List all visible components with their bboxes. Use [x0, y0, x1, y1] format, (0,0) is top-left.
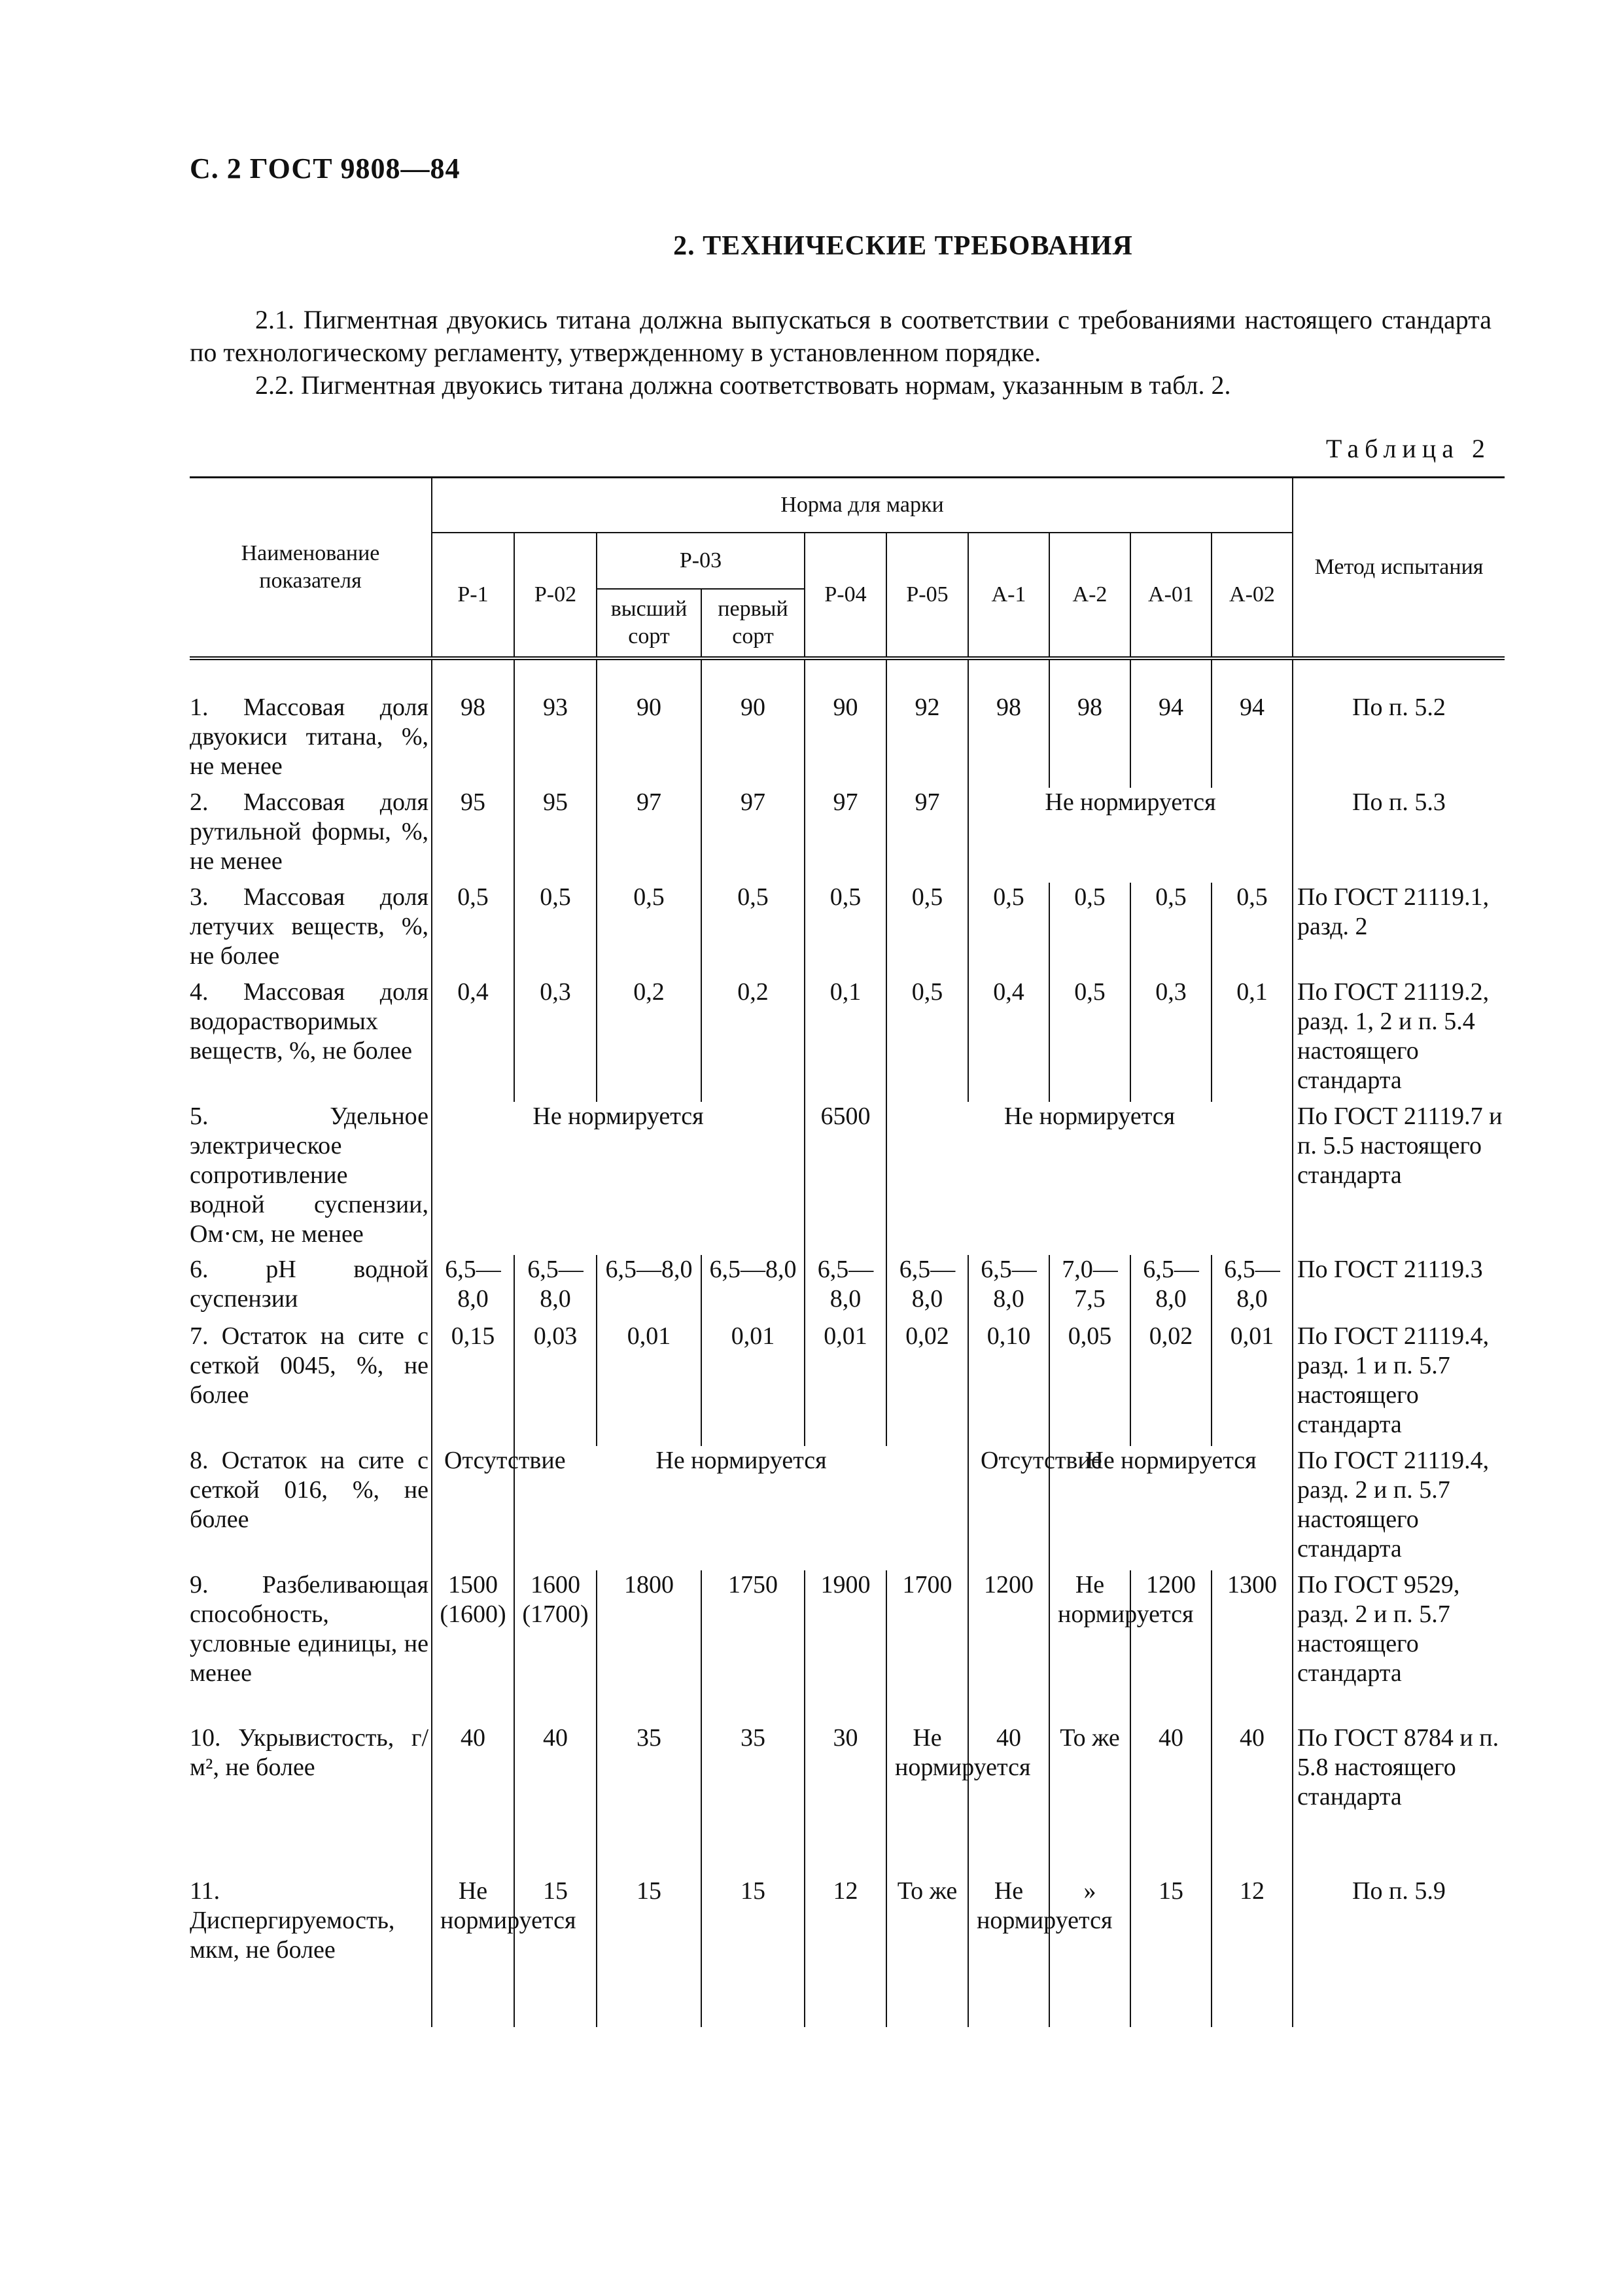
- row-value: 97: [886, 788, 968, 883]
- row-value: 97: [701, 788, 805, 883]
- header-sub-grade: первый сорт: [701, 589, 805, 658]
- row-value: 6500: [805, 1102, 886, 1255]
- row-value: 6,5—8,0: [1130, 1255, 1212, 1322]
- row-value: 95: [514, 788, 597, 883]
- requirements-table: [190, 476, 1505, 2027]
- row-value: 40: [514, 1723, 597, 1877]
- row-method: По ГОСТ 21119.1, разд. 2: [1293, 883, 1505, 978]
- row-value: 0,5: [432, 883, 514, 978]
- row-value: 93: [514, 693, 597, 788]
- row-name: 5. Удельное электрическое сопротивление водной суспензии, Ом·см, не менее: [190, 1102, 432, 1255]
- row-value: 0,02: [886, 1322, 968, 1446]
- table-row: [190, 1446, 1505, 1570]
- row-value: 90: [701, 693, 805, 788]
- table-row: [190, 1877, 1505, 2027]
- row-value: 0,3: [514, 978, 597, 1102]
- row-value: 0,5: [886, 883, 968, 978]
- row-value: 94: [1130, 693, 1212, 788]
- row-value: 0,2: [597, 978, 701, 1102]
- row-value: 92: [886, 693, 968, 788]
- row-value: 0,01: [701, 1322, 805, 1446]
- row-value: Не нормируется: [886, 1723, 968, 1877]
- row-value: 6,5—8,0: [701, 1255, 805, 1322]
- row-name: 6. pH водной суспензии: [190, 1255, 432, 1322]
- header-sub-grade: высший сорт: [597, 589, 701, 658]
- row-method: По п. 5.3: [1293, 788, 1505, 883]
- row-value: 0,5: [701, 883, 805, 978]
- header-mark: А-02: [1212, 533, 1293, 658]
- row-method: По ГОСТ 21119.4, разд. 1 и п. 5.7 настоящего стандарта: [1293, 1322, 1505, 1446]
- row-value: 97: [597, 788, 701, 883]
- table-row: [190, 1255, 1505, 1322]
- row-value: 0,15: [432, 1322, 514, 1446]
- table-row: [190, 978, 1505, 1102]
- row-value: 98: [1049, 693, 1130, 788]
- row-value: 15: [597, 1877, 701, 2027]
- header-mark: А-1: [968, 533, 1049, 658]
- row-value: 0,01: [597, 1322, 701, 1446]
- paragraph-text: 2.1. Пигментная двуокись титана должна выпускаться в соответствии с требованиями настоящего стандарта по технологическому регламенту, утвержденному в установленном порядке.: [190, 305, 1492, 367]
- section-title: 2. ТЕХНИЧЕСКИЕ ТРЕБОВАНИЯ: [673, 231, 1133, 261]
- row-value: 0,5: [1130, 883, 1212, 978]
- row-span-text: Не нормируется: [432, 1102, 805, 1255]
- row-method: По ГОСТ 21119.4, разд. 2 и п. 5.7 настоящего стандарта: [1293, 1446, 1505, 1570]
- header-mark: А-01: [1130, 533, 1212, 658]
- row-value: 35: [701, 1723, 805, 1877]
- row-value: 6,5—8,0: [514, 1255, 597, 1322]
- header-mark: Р-05: [886, 533, 968, 658]
- row-value: 1500 (1600): [432, 1570, 514, 1723]
- page-header: С. 2 ГОСТ 9808—84: [190, 152, 461, 185]
- row-value: 0,3: [1130, 978, 1212, 1102]
- row-method: По п. 5.2: [1293, 693, 1505, 788]
- row-value: 0,10: [968, 1322, 1049, 1446]
- row-value: 0,01: [805, 1322, 886, 1446]
- row-span-text: Не нормируется: [1085, 1446, 1257, 1474]
- paragraph-2-2: [190, 369, 1492, 402]
- row-value: 6,5—8,0: [886, 1255, 968, 1322]
- row-value: 0,5: [1049, 978, 1130, 1102]
- header-mark: Р-03: [597, 533, 805, 589]
- row-value: 0,02: [1130, 1322, 1212, 1446]
- row-value: 40: [1130, 1723, 1212, 1877]
- table-row: [190, 693, 1505, 788]
- row-value: 97: [805, 788, 886, 883]
- table-caption: Таблица 2: [1325, 434, 1491, 463]
- header-mark: Р-04: [805, 533, 886, 658]
- row-name: 7. Остаток на сите с сеткой 0045, %, не более: [190, 1322, 432, 1446]
- row-value: 1300: [1227, 1570, 1277, 1598]
- row-value: 98: [968, 693, 1049, 788]
- row-value: 90: [805, 693, 886, 788]
- header-method: Метод испытания: [1293, 478, 1505, 658]
- row-value: 0,03: [514, 1322, 597, 1446]
- header-name: Наименование показателя: [190, 478, 432, 658]
- table-row: [190, 1322, 1505, 1446]
- row-method: По ГОСТ 21119.3: [1293, 1255, 1505, 1322]
- row-value: 0,2: [701, 978, 805, 1102]
- header-mark: А-2: [1049, 533, 1130, 658]
- header-mark: Р-1: [432, 533, 514, 658]
- row-value: 6,5—8,0: [432, 1255, 514, 1322]
- row-value: 1800: [597, 1570, 701, 1723]
- row-value: То же: [1049, 1723, 1130, 1877]
- row-method: По ГОСТ 9529, разд. 2 и п. 5.7 настоящего стандарта: [1293, 1570, 1505, 1723]
- row-value: 6,5—8,0: [968, 1255, 1049, 1322]
- row-value: 0,5: [886, 978, 968, 1102]
- row-method: По ГОСТ 8784 и п. 5.8 настоящего стандарта: [1293, 1723, 1505, 1877]
- row-value: То же: [886, 1877, 968, 2027]
- row-value: 1700: [886, 1570, 968, 1723]
- header-mark: Р-02: [514, 533, 597, 658]
- row-method: По ГОСТ 21119.7 и п. 5.5 настоящего стандарта: [1293, 1102, 1505, 1255]
- row-value: 30: [805, 1723, 886, 1877]
- row-value: 0,01: [1230, 1322, 1274, 1350]
- row-value: 1600 (1700): [514, 1570, 597, 1723]
- table-row: [190, 788, 1505, 883]
- row-value: 0,5: [514, 883, 597, 978]
- row-value: 0,5: [968, 883, 1049, 978]
- row-value: 0,5: [1049, 883, 1130, 978]
- row-name: 8. Остаток на сите с сеткой 016, %, не более: [190, 1446, 432, 1570]
- paragraph-2-1: [190, 304, 1492, 369]
- row-value: 94: [1240, 693, 1265, 721]
- row-value: 7,0—7,5: [1049, 1255, 1130, 1322]
- row-value: 6,5—8,0: [597, 1255, 701, 1322]
- row-value: 0,1: [805, 978, 886, 1102]
- row-name: 11. Диспергируемость, мкм, не более: [190, 1877, 432, 2027]
- row-value: Не нормируется: [432, 1877, 514, 2027]
- row-name: 10. Укрывистость, г/м², не более: [190, 1723, 432, 1877]
- row-name: 3. Массовая доля летучих веществ, %, не более: [190, 883, 432, 978]
- row-value: 35: [597, 1723, 701, 1877]
- row-value: 6,5—8,0: [805, 1255, 886, 1322]
- header-norm: Норма для марки: [432, 478, 1293, 533]
- row-value: 40: [1240, 1723, 1265, 1752]
- row-value: 15: [701, 1877, 805, 2027]
- row-value: 95: [432, 788, 514, 883]
- row-value: 15: [514, 1877, 597, 2027]
- row-value: 98: [432, 693, 514, 788]
- row-value: 0,05: [1049, 1322, 1130, 1446]
- table-row: [190, 883, 1505, 978]
- row-value: Отсутствие: [968, 1446, 1049, 1570]
- row-value: 40: [968, 1723, 1049, 1877]
- table-row: [190, 1102, 1505, 1255]
- row-span-text: Не нормируется: [1003, 1102, 1176, 1130]
- row-value: 90: [597, 693, 701, 788]
- row-value: Не нормируется: [968, 1877, 1049, 2027]
- row-value: 1200: [1130, 1570, 1212, 1723]
- row-name: 1. Массовая доля двуокиси титана, %, не менее: [190, 693, 432, 788]
- row-value: 6,5—8,0: [1224, 1255, 1280, 1313]
- row-name: 4. Массовая доля водорастворимых веществ, %, не более: [190, 978, 432, 1102]
- row-span-text: Не нормируется: [1045, 788, 1216, 816]
- row-value: 0,5: [1236, 883, 1268, 911]
- row-value: Отсутствие: [432, 1446, 514, 1570]
- row-value: 0,5: [805, 883, 886, 978]
- row-value: »: [1049, 1877, 1130, 2027]
- row-name: 9. Разбеливающая способность, условные единицы, не менее: [190, 1570, 432, 1723]
- row-value: 12: [805, 1877, 886, 2027]
- row-value: 0,1: [1236, 978, 1268, 1006]
- row-value: 0,4: [968, 978, 1049, 1102]
- row-value: 12: [1240, 1877, 1265, 1905]
- row-value: 15: [1130, 1877, 1212, 2027]
- row-method: По ГОСТ 21119.2, разд. 1, 2 и п. 5.4 настоящего стандарта: [1293, 978, 1505, 1102]
- row-value: 40: [432, 1723, 514, 1877]
- row-value: 0,5: [597, 883, 701, 978]
- table-row: [190, 1723, 1505, 1877]
- paragraph-text: 2.2. Пигментная двуокись титана должна соответствовать нормам, указанным в табл. 2.: [255, 370, 1231, 400]
- row-value: Не нормируется: [1049, 1570, 1130, 1723]
- row-value: 1200: [968, 1570, 1049, 1723]
- row-method: По п. 5.9: [1293, 1877, 1505, 2027]
- row-value: 1900: [805, 1570, 886, 1723]
- row-span-text: Не нормируется: [514, 1446, 968, 1570]
- row-name: 2. Массовая доля рутильной формы, %, не менее: [190, 788, 432, 883]
- table-row: [190, 1570, 1505, 1723]
- row-value: 1750: [701, 1570, 805, 1723]
- row-value: 0,4: [432, 978, 514, 1102]
